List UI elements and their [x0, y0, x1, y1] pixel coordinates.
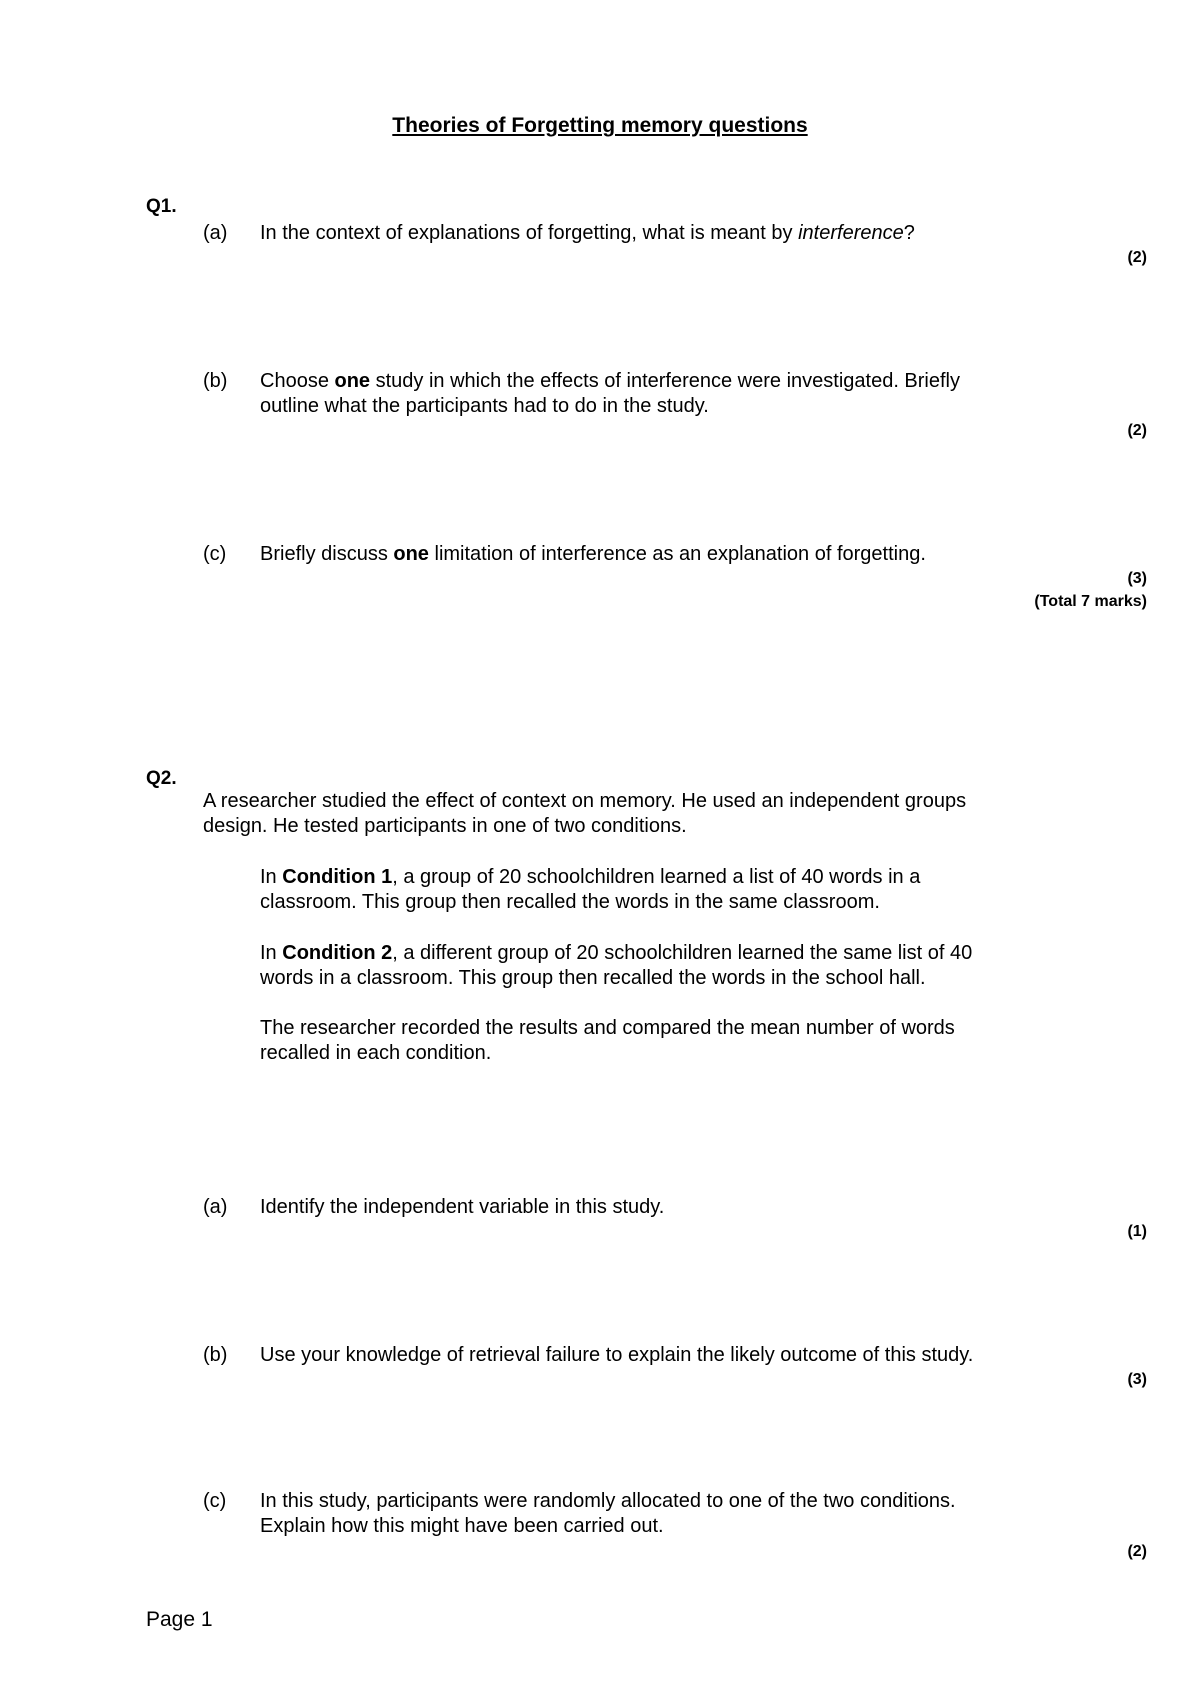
q1c-text: Briefly discuss one limitation of interference as an explanation of forgetting. [260, 543, 926, 565]
q2-condition-1: In Condition 1, a group of 20 schoolchildren learned a list of 40 words in a classroom. This group then recalled the words in the same classroom. [260, 866, 921, 913]
q1b-label: (b) [203, 370, 228, 392]
q2b-label: (b) [203, 1344, 228, 1366]
page-title: Theories of Forgetting memory questions [392, 114, 808, 137]
q2c-label: (c) [203, 1490, 227, 1512]
q2c-text: In this study, participants were randomly allocated to one of the two conditions. Explain how this might have been carried out. [260, 1490, 956, 1537]
q1a-marks: (2) [1127, 249, 1147, 266]
q2b-text: Use your knowledge of retrieval failure to explain the likely outcome of this study. [260, 1344, 974, 1366]
q1b-marks: (2) [1127, 422, 1147, 439]
q2-number: Q2. [146, 768, 177, 789]
q1-number: Q1. [146, 196, 177, 217]
q1a-text: In the context of explanations of forgetting, what is meant by interference? [260, 222, 915, 244]
q2-intro: A researcher studied the effect of context on memory. He used an independent groups design. He tested participants in one of two conditions. [203, 790, 967, 837]
q2a-marks: (1) [1127, 1223, 1147, 1240]
q2a-label: (a) [203, 1196, 228, 1218]
q2b-marks: (3) [1127, 1371, 1147, 1388]
q1b-text: Choose one study in which the effects of interference were investigated. Briefly outline what the participants had to do in the study. [260, 370, 960, 417]
page-number: Page 1 [146, 1608, 213, 1631]
q2-condition-2: In Condition 2, a different group of 20 schoolchildren learned the same list of 40 words in a classroom. This group then recalled the words in the school hall. [260, 942, 973, 989]
q1a-label: (a) [203, 222, 228, 244]
q2-results: The researcher recorded the results and compared the mean number of words recalled in each condition. [260, 1017, 955, 1064]
q1c-marks: (3) [1127, 570, 1147, 587]
q2c-marks: (2) [1127, 1543, 1147, 1560]
q1-total-marks: (Total 7 marks) [1034, 593, 1147, 610]
q1c-label: (c) [203, 543, 227, 565]
q2a-text: Identify the independent variable in this study. [260, 1196, 665, 1218]
